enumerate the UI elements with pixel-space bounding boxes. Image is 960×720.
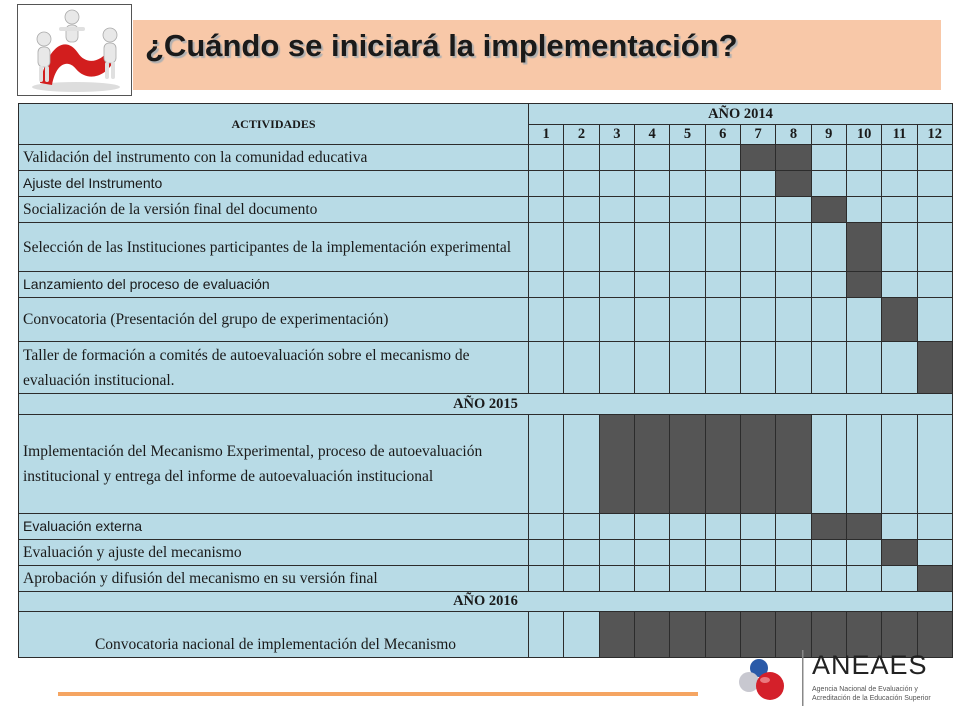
month-cell [705,272,740,298]
month-cell [634,197,669,223]
month-cell [599,223,634,272]
month-cell [599,272,634,298]
month-cell [599,298,634,342]
month-cell [599,342,634,394]
month-cell [529,415,564,514]
activities-header: ACTIVIDADES [19,104,529,145]
footer-accent-line [58,692,698,696]
month-cell [599,540,634,566]
year-header-2014: AÑO 2014 [529,104,953,125]
month-cell [529,342,564,394]
month-cell [917,298,952,342]
month-cell-filled [670,612,705,658]
month-cell [599,145,634,171]
gantt-table [18,103,953,658]
month-cell [882,171,917,197]
activity-label: Taller de formación a comités de autoevaluación sobre el mecanismo de evaluación institucional. [19,342,529,394]
month-cell [564,514,599,540]
month-cell [917,223,952,272]
month-cell [705,223,740,272]
month-cell [811,540,846,566]
month-cell [917,540,952,566]
month-cell [634,566,669,592]
table-row [19,514,953,540]
table-row [19,197,953,223]
month-cell [776,197,811,223]
month-header-10: 10 [846,125,881,145]
activity-label: Ajuste del Instrumento [19,171,529,197]
month-cell [564,145,599,171]
month-cell-filled [811,514,846,540]
month-cell [740,272,775,298]
month-cell [670,514,705,540]
month-cell [634,272,669,298]
month-cell [670,197,705,223]
month-cell [917,145,952,171]
month-cell [529,145,564,171]
month-cell-filled [917,342,952,394]
month-cell [705,171,740,197]
activity-label: Evaluación y ajuste del mecanismo [19,540,529,566]
month-cell [670,298,705,342]
year-label: AÑO 2016 [19,592,953,612]
month-cell [811,272,846,298]
page-title: ¿Cuándo se iniciará la implementación? [145,28,738,63]
month-cell [529,171,564,197]
month-cell [670,171,705,197]
month-cell [529,197,564,223]
month-cell [634,540,669,566]
month-cell [846,566,881,592]
activity-label: Lanzamiento del proceso de evaluación [19,272,529,298]
month-cell-filled [776,415,811,514]
month-cell [846,145,881,171]
month-header-9: 9 [811,125,846,145]
month-cell-filled [599,415,634,514]
month-cell [846,197,881,223]
month-cell [917,171,952,197]
month-cell-filled [846,272,881,298]
brand-subtitle-2: Acreditación de la Educación Superior [812,695,931,702]
table-row [19,223,953,272]
month-cell-filled [846,223,881,272]
month-cell-filled [882,540,917,566]
month-cell-filled [634,415,669,514]
month-cell [529,612,564,658]
activity-label: Socialización de la versión final del documento [19,197,529,223]
month-cell [529,298,564,342]
table-row [19,342,953,394]
month-cell [846,415,881,514]
month-cell [776,272,811,298]
month-cell [670,272,705,298]
month-cell [811,342,846,394]
team-logo [17,4,132,96]
month-cell [776,540,811,566]
month-header-1: 1 [529,125,564,145]
month-cell [670,342,705,394]
month-cell [705,145,740,171]
month-cell [599,566,634,592]
year-row [19,592,953,612]
month-cell [740,514,775,540]
activity-label: Validación del instrumento con la comunidad educativa [19,145,529,171]
table-row [19,298,953,342]
month-cell [776,566,811,592]
month-cell-filled [846,514,881,540]
month-cell [564,415,599,514]
month-cell [529,272,564,298]
month-cell [740,197,775,223]
activity-label: Implementación del Mecanismo Experimental, proceso de autoevaluación institucional y entrega del informe de autoevaluación institucional [19,415,529,514]
month-header-6: 6 [705,125,740,145]
month-cell [670,223,705,272]
month-cell [634,342,669,394]
month-cell [882,272,917,298]
gantt-body [19,145,953,658]
month-header-12: 12 [917,125,952,145]
month-cell [740,171,775,197]
month-cell [776,298,811,342]
month-cell [564,171,599,197]
month-cell [634,298,669,342]
month-cell [811,223,846,272]
month-cell [564,298,599,342]
month-cell [599,197,634,223]
month-cell [670,540,705,566]
month-cell [846,171,881,197]
month-header-7: 7 [740,125,775,145]
table-row [19,171,953,197]
month-cell [705,540,740,566]
table-row [19,272,953,298]
month-cell [529,540,564,566]
table-row [19,145,953,171]
month-cell [564,197,599,223]
year-label: AÑO 2015 [19,394,953,415]
month-cell [564,566,599,592]
month-cell [917,272,952,298]
table-row [19,540,953,566]
month-cell [670,566,705,592]
month-cell-filled [917,566,952,592]
month-cell [705,342,740,394]
month-cell [634,171,669,197]
month-cell [634,223,669,272]
month-cell [705,514,740,540]
month-header-5: 5 [670,125,705,145]
month-cell-filled [740,145,775,171]
month-cell [811,415,846,514]
month-cell [776,223,811,272]
activity-label: Evaluación externa [19,514,529,540]
brand-subtitle-1: Agencia Nacional de Evaluación y [812,686,918,693]
month-cell [564,612,599,658]
month-cell [564,272,599,298]
month-cell-filled [705,415,740,514]
year-row [19,394,953,415]
month-cell [776,514,811,540]
month-cell [811,566,846,592]
month-cell [740,342,775,394]
month-cell [599,514,634,540]
table-row [19,566,953,592]
month-cell [846,342,881,394]
activity-label: Selección de las Instituciones participantes de la implementación experimental [19,223,529,272]
month-cell [846,298,881,342]
month-cell [529,566,564,592]
month-cell [705,197,740,223]
month-cell [705,566,740,592]
month-header-8: 8 [776,125,811,145]
month-header-3: 3 [599,125,634,145]
month-cell [634,145,669,171]
month-cell [846,540,881,566]
brand-name: ANEAES [812,650,928,680]
month-cell [882,223,917,272]
month-cell [882,197,917,223]
month-cell-filled [599,612,634,658]
month-cell-filled [670,415,705,514]
month-cell [917,197,952,223]
month-cell [882,415,917,514]
month-cell [529,514,564,540]
month-cell [882,145,917,171]
month-cell [740,566,775,592]
month-cell [564,342,599,394]
month-cell [882,566,917,592]
month-cell [564,540,599,566]
month-cell [705,298,740,342]
month-cell [634,514,669,540]
month-cell [564,223,599,272]
month-cell [740,540,775,566]
month-cell [811,171,846,197]
month-cell-filled [634,612,669,658]
month-cell [917,415,952,514]
activity-label: Convocatoria nacional de implementación del Mecanismo [19,612,529,658]
activity-label: Aprobación y difusión del mecanismo en su versión final [19,566,529,592]
month-cell [740,298,775,342]
month-header-2: 2 [564,125,599,145]
month-cell-filled [776,171,811,197]
month-cell [776,342,811,394]
month-cell [917,514,952,540]
month-cell-filled [882,298,917,342]
table-row [19,415,953,514]
month-cell [882,342,917,394]
month-cell-filled [811,197,846,223]
month-cell-filled [740,415,775,514]
month-cell [599,171,634,197]
month-header-11: 11 [882,125,917,145]
activity-label: Convocatoria (Presentación del grupo de experimentación) [19,298,529,342]
month-cell [670,145,705,171]
team-figures-icon [18,5,131,95]
month-cell [882,514,917,540]
month-header-4: 4 [634,125,669,145]
month-cell [811,145,846,171]
month-cell [811,298,846,342]
month-cell [529,223,564,272]
month-cell [740,223,775,272]
month-cell-filled [776,145,811,171]
